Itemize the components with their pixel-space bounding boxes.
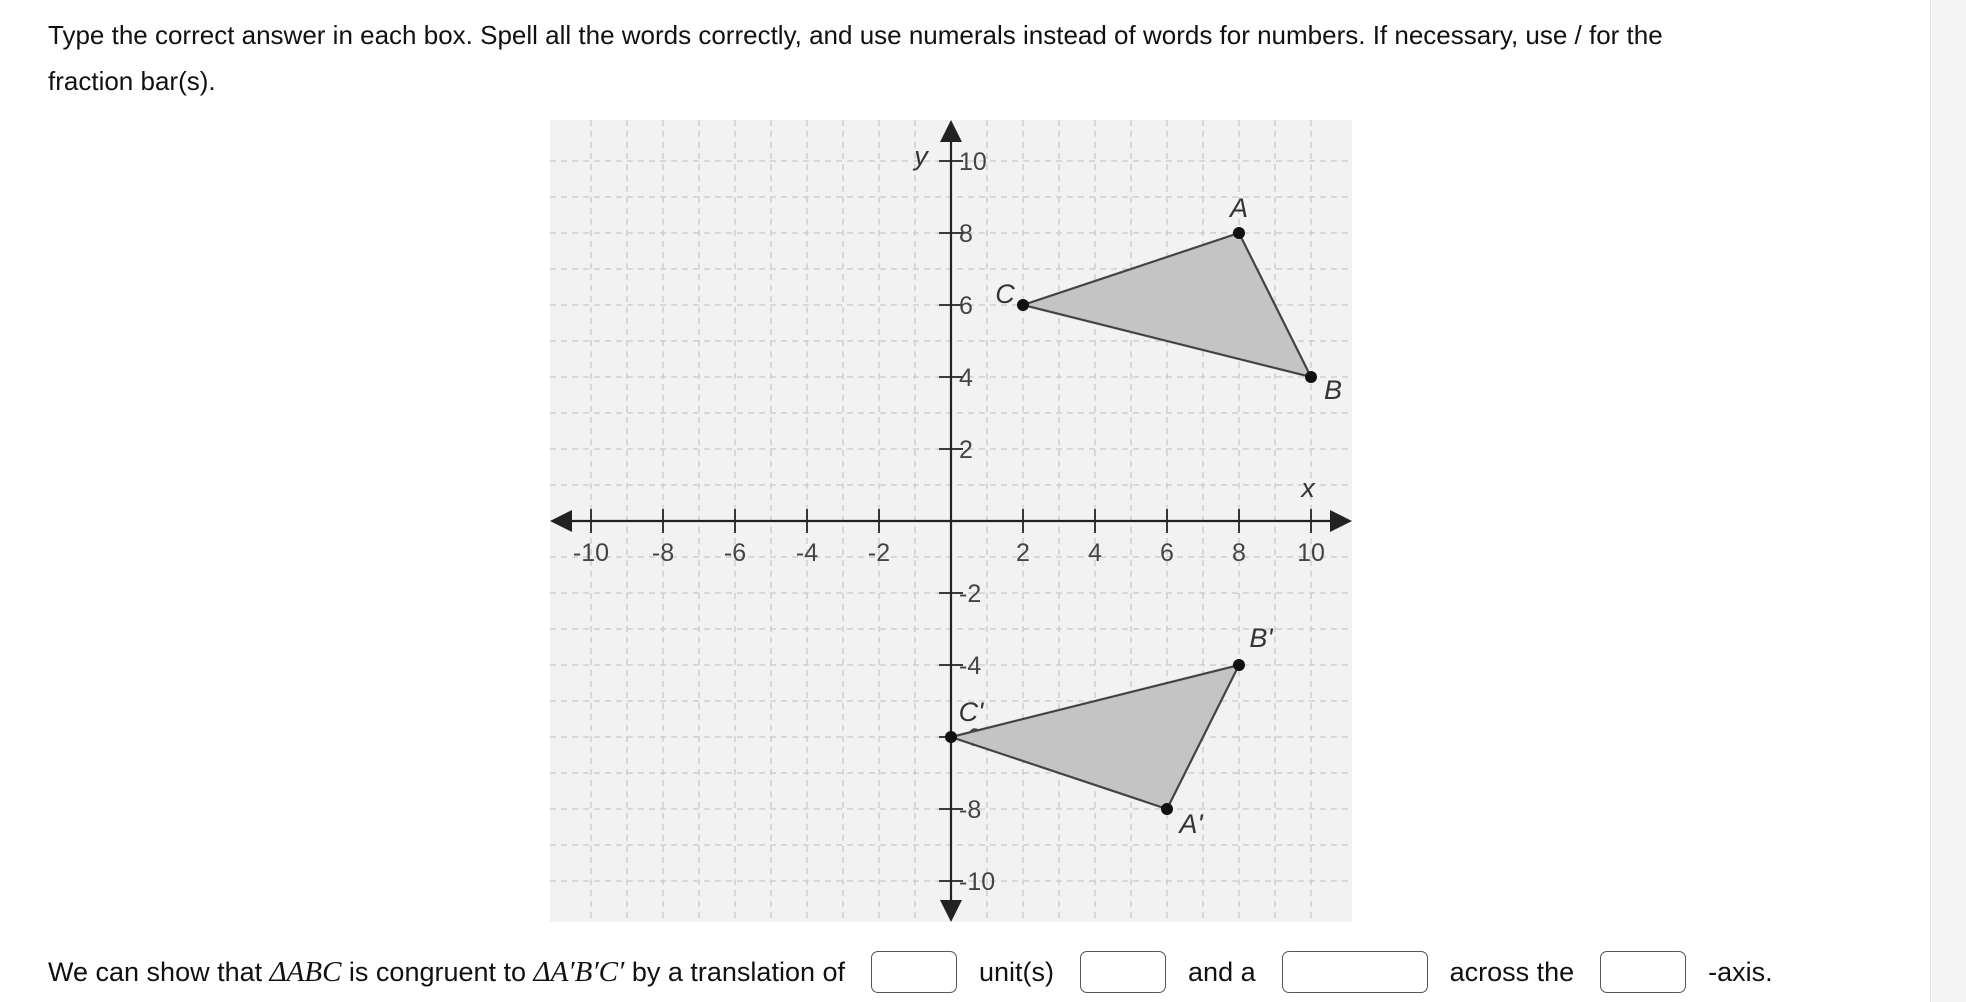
x-tick-label: -4 <box>795 539 819 567</box>
vertex-label: C <box>995 279 1015 309</box>
answer-sentence <box>48 950 1773 994</box>
y-tick-label: 4 <box>959 364 973 392</box>
x-axis-name: x <box>1301 473 1315 503</box>
x-tick-label: 4 <box>1088 539 1102 567</box>
y-axis-name: y <box>914 141 928 171</box>
x-tick-label: 10 <box>1297 539 1325 567</box>
triangle-abc-label: ΔABC <box>269 955 342 988</box>
vertex-point <box>1305 371 1317 383</box>
sentence-part-1: We can show that <box>48 956 270 987</box>
y-tick-label: -4 <box>959 652 982 680</box>
x-tick-label: -2 <box>867 539 891 567</box>
vertical-scrollbar[interactable] <box>1930 0 1966 1002</box>
vertex-point <box>1233 227 1245 239</box>
vertex-point <box>1233 659 1245 671</box>
sentence-text <box>48 956 845 989</box>
instructions-text <box>48 12 1848 104</box>
y-tick-label: 6 <box>959 292 973 320</box>
vertex-label: A' <box>1179 809 1203 839</box>
x-tick-label: 6 <box>1160 539 1174 567</box>
x-tick-label: -10 <box>572 539 610 567</box>
sentence-part-3: by a translation of <box>624 956 846 987</box>
across-the-label: across the <box>1449 956 1575 987</box>
y-tick-label: -10 <box>959 868 996 896</box>
transformation-type-input[interactable] <box>1282 951 1428 993</box>
vertex-label: B' <box>1249 623 1273 653</box>
x-tick-label: -8 <box>651 539 675 567</box>
translation-units-input[interactable] <box>871 951 957 993</box>
vertex-label: B <box>1323 375 1343 405</box>
vertex-point <box>1161 803 1173 815</box>
coordinate-plane <box>550 120 1352 922</box>
instructions-line-2: fraction bar(s). <box>48 66 216 96</box>
vertex-point <box>1017 299 1029 311</box>
vertex-label: C' <box>958 697 984 727</box>
y-tick-label: 10 <box>959 148 987 176</box>
instructions-line-1: Type the correct answer in each box. Spell all the words correctly, and use numerals instead of words for numbers. If necessary, use / for the <box>48 20 1663 50</box>
sentence-part-2: is congruent to <box>341 956 534 987</box>
x-tick-label: 8 <box>1232 539 1246 567</box>
vertex-label: A <box>1229 193 1249 223</box>
y-tick-label: 2 <box>959 436 973 464</box>
y-tick-label: -8 <box>959 796 982 824</box>
triangle-abc-prime-label: ΔA′B′C′ <box>533 955 625 988</box>
axis-name-input[interactable] <box>1600 951 1686 993</box>
x-tick-label: -6 <box>723 539 747 567</box>
y-tick-label: -2 <box>959 580 982 608</box>
x-tick-label: 2 <box>1016 539 1030 567</box>
units-label: unit(s) <box>979 956 1055 987</box>
axis-suffix-label: -axis. <box>1708 956 1773 987</box>
vertex-point <box>945 731 957 743</box>
translation-direction-input[interactable] <box>1080 951 1166 993</box>
coordinate-graph <box>550 120 1352 922</box>
and-a-label: and a <box>1188 956 1256 987</box>
y-tick-label: 8 <box>959 220 973 248</box>
